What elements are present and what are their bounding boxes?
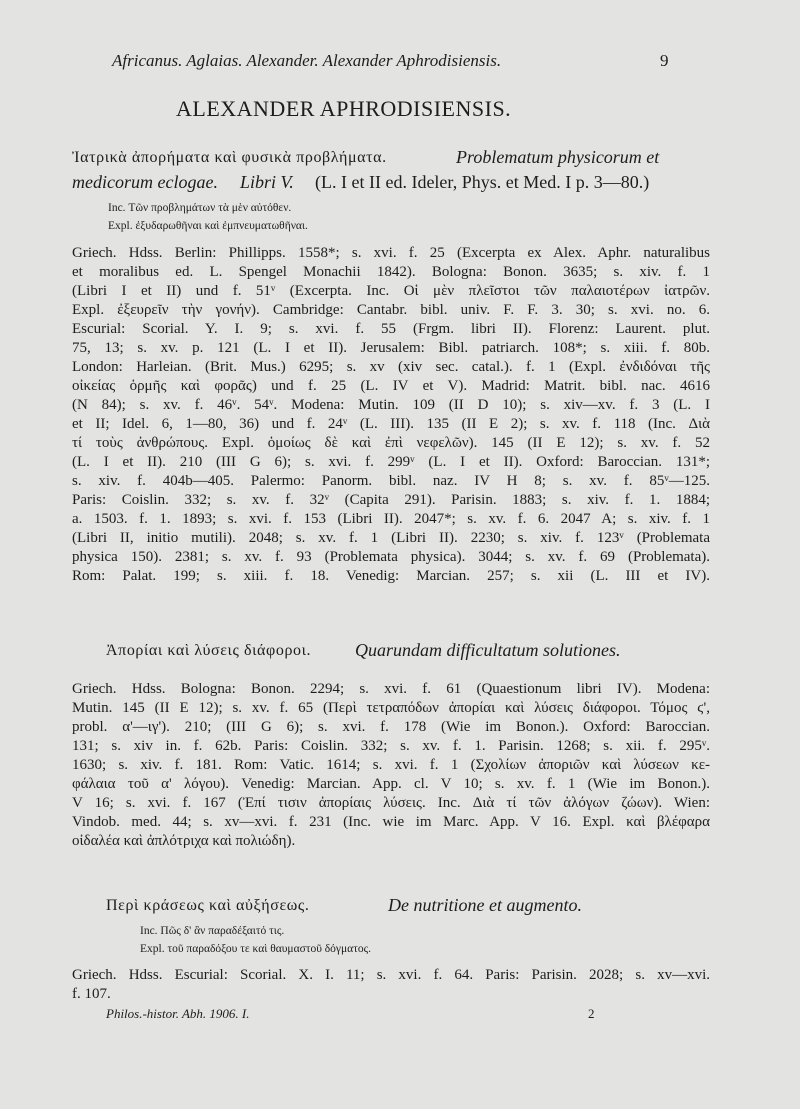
section1-line-16: (Libri II, initio mutili). 2048; s. xv. f. 1 (Libri II). 2230; s. xiv. f. 123ᵛ (Problemata xyxy=(72,530,710,546)
section2-line-6: φάλαια τοῦ α' λόγου). Venedig: Marcian. App. cl. V 10; s. xv. f. 1 (Wie im Bonon.). xyxy=(72,776,710,792)
section2-latin-title: Quarundam difficultatum solutiones. xyxy=(355,640,621,660)
section2-line-5: 1630; s. xiv. f. 181. Rom: Vatic. 1614; s. xvi. f. 1 (Σχολίων ἀποριῶν καὶ λύσεων κε- xyxy=(72,757,710,773)
section1-line-9: (N 84); s. xv. f. 46ᵛ. 54ᵛ. Modena: Mutin. 109 (II D 10); s. xiv—xv. f. 3 (L. I xyxy=(72,397,710,413)
section2-line-9: οἰδαλέα καὶ ἀπλότριχα καὶ πολιώδη). xyxy=(72,833,296,849)
section3-explicit: Expl. τοῦ παραδόξου τε καὶ θαυμαστοῦ δόγματος. xyxy=(140,943,372,955)
section3-incipit: Inc. Πῶς δ' ἂν παραδέξαιτό τις. xyxy=(140,925,285,937)
footer-signature: 2 xyxy=(588,1006,595,1021)
section3-greek-title: Περὶ κράσεως καὶ αὐξήσεως. xyxy=(106,897,310,914)
section1-line-14: Paris: Coislin. 332; s. xv. f. 32ᵛ (Capita 291). Parisin. 1883; s. xiv. f. 1. 1884; xyxy=(72,492,710,508)
section2-line-1: Griech. Hdss. Bologna: Bonon. 2294; s. xvi. f. 61 (Quaestionum libri IV). Modena: xyxy=(72,681,710,697)
section2-greek-title: Ἀπορίαι καὶ λύσεις διάφοροι. xyxy=(106,642,312,659)
section1-line-4: Expl. ἐξευρεῖν τὴν γονήν). Cambridge: Cantabr. bibl. univ. F. F. 3. 30; s. xvi. no. 6. xyxy=(72,302,710,318)
section1-explicit: Expl. ἐξυδαρωθῆναι καὶ ἐμπνευματωθῆναι. xyxy=(108,220,308,232)
section1-edition: (L. I et II ed. Ideler, Phys. et Med. I p. 3—80.) xyxy=(315,172,650,192)
section1-line-2: et moralibus ed. L. Spengel Monachii 1842). Bologna: Bonon. 3635; s. xiv. f. 1 xyxy=(72,264,710,280)
section1-greek-title: Ἰατρικὰ ἀπορήματα καὶ φυσικὰ προβλήματα. xyxy=(72,149,387,166)
section1-line-7: London: Harleian. (Brit. Mus.) 6295; s. xv (xiv sec. catal.). f. 1 (Expl. ἐνδιδόναι τῆς xyxy=(72,359,710,375)
section3-line-2: f. 107. xyxy=(72,986,111,1002)
running-title: Africanus. Aglaias. Alexander. Alexander Aphrodisiensis. xyxy=(112,51,502,70)
section1-line-10: et II; Idel. 6, 1—80, 36) und f. 24ᵛ (L. III). 135 (II E 2); s. xv. f. 118 (Inc. Διὰ xyxy=(72,416,710,432)
section3-latin-title: De nutritione et augmento. xyxy=(388,895,582,915)
section2-line-7: V 16; s. xvi. f. 167 (Ἐπί τισιν ἀπορίαις λύσεις. Inc. Διὰ τί τῶν ἀλόγων ζώων). Wien: xyxy=(72,795,710,811)
section1-line-3: (Libri I et II) und f. 51ᵛ (Excerpta. Inc. Οἱ μὲν πλεῖστοι τῶν παλαιοτέρων ἰατρῶν. xyxy=(72,283,710,299)
section1-line-15: a. 1503. f. 1. 1893; s. xvi. f. 153 (Libri II). 2047*; s. xv. f. 6. 2047 A; s. xiv. f. 1 xyxy=(72,511,710,527)
section1-line-1: Griech. Hdss. Berlin: Phillipps. 1558*; s. xvi. f. 25 (Excerpta ex Alex. Aphr. naturalibus xyxy=(72,245,710,261)
section1-line-8: οἰκείας ὁρμῆς καὶ φορᾶς) und f. 25 (L. IV et V). Madrid: Matrit. bibl. nac. 4616 xyxy=(72,378,710,394)
section1-line-18: Rom: Palat. 199; s. xiii. f. 18. Venedig: Marcian. 257; s. xii (L. III et IV). xyxy=(72,568,710,584)
section1-latin-title-cont: medicorum eclogae. xyxy=(72,172,218,192)
footer-citation: Philos.-histor. Abh. 1906. I. xyxy=(106,1006,250,1021)
section1-latin-title: Problematum physicorum et xyxy=(456,147,660,167)
section2-line-8: Vindob. med. 44; s. xv—xvi. f. 231 (Inc. wie im Marc. App. V 16. Expl. καὶ βλέφαρα xyxy=(72,814,710,830)
page-number: 9 xyxy=(660,51,669,70)
section1-line-17: physica 150). 2381; s. xv. f. 93 (Problemata physica). 3044; s. xv. f. 69 (Problemata). xyxy=(72,549,710,565)
section2-line-4: 131; s. xiv in. f. 62b. Paris: Coislin. 332; s. xv. f. 1. Parisin. 1268; s. xii. f. 295ᵛ. xyxy=(72,738,710,754)
main-title: ALEXANDER APHRODISIENSIS. xyxy=(176,96,512,121)
section1-incipit: Inc. Τῶν προβλημάτων τὰ μὲν αὐτόθεν. xyxy=(108,202,292,214)
section1-line-6: 75, 13; s. xv. p. 121 (L. I et II). Jerusalem: Bibl. patriarch. 108*; s. xiii. f. 80b. xyxy=(72,340,710,356)
section1-line-11: τί τοὺς ἀνθρώπους. Expl. ὁμοίως δὲ καὶ ἐπὶ νεφελῶν). 145 (II E 12); s. xv. f. 52 xyxy=(72,435,710,451)
section1-line-5: Escurial: Scorial. Y. I. 9; s. xvi. f. 55 (Frgm. libri II). Florenz: Laurent. plut. xyxy=(72,321,710,337)
section3-line-1: Griech. Hdss. Escurial: Scorial. X. I. 11; s. xvi. f. 64. Paris: Parisin. 2028; s. xv—xvi. xyxy=(72,967,710,983)
section2-line-2: Mutin. 145 (II E 12); s. xv. f. 65 (Περὶ τετραπόδων ἀπορίαι καὶ λύσεις διάφοροι. Τόμος ϛ', xyxy=(72,700,710,716)
section1-line-13: s. xiv. f. 404b—405. Palermo: Panorm. bibl. naz. IV H 8; s. xv. f. 85ᵛ—125. xyxy=(72,473,710,489)
section2-line-3: probl. α'—ιγ'). 210; (III G 6); s. xvi. f. 178 (Wie im Bonon.). Oxford: Baroccian. xyxy=(72,719,710,735)
section1-line-12: (L. I et II). 210 (III G 6); s. xvi. f. 299ᵛ (L. I et II). Oxford: Baroccian. 131*; xyxy=(72,454,710,470)
section1-libri: Libri V. xyxy=(240,172,294,192)
